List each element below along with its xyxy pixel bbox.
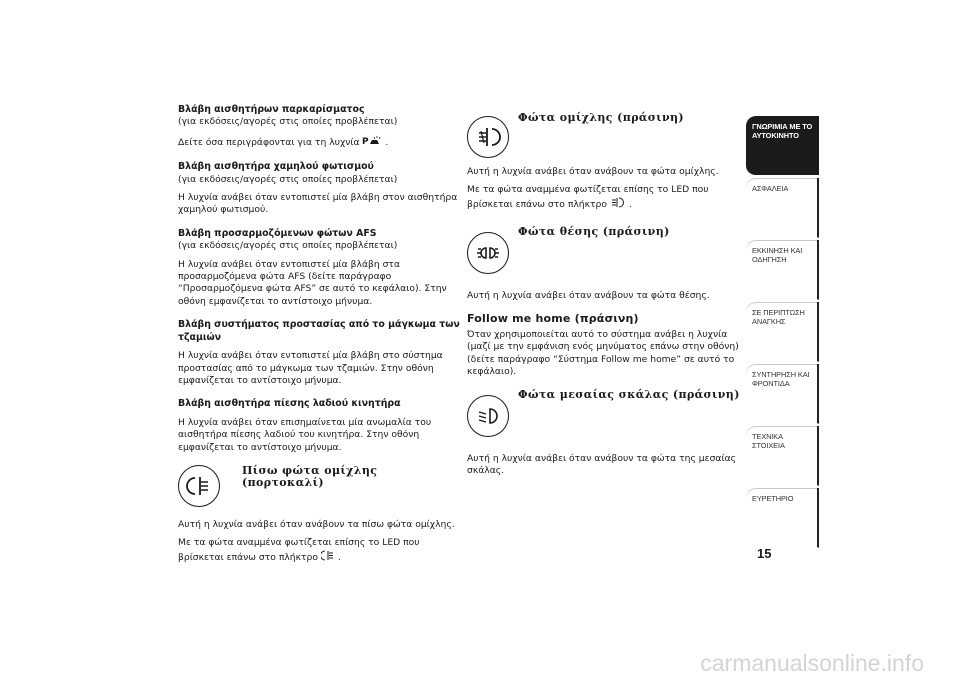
section-title: Φώτα θέσης (πράσινη) bbox=[518, 225, 670, 239]
watermark: carmanualsonline.info bbox=[700, 650, 924, 676]
fog-section-header bbox=[467, 108, 742, 156]
front-fog-button-icon bbox=[610, 197, 626, 212]
block-title: Βλάβη συστήματος προστασίας από το μάγκωμα των τζαμιών bbox=[178, 319, 460, 343]
svg-text:P: P bbox=[362, 136, 370, 146]
section-text-inline: Με τα φώτα αναμμένα φωτίζεται επίσης το LED που βρίσκεται επάνω στο πλήκτρο bbox=[178, 537, 420, 563]
block-body: Η λυχνία ανάβει όταν εντοπιστεί μία βλάβη στον αισθητήρα χαμηλού φωτισμού. bbox=[178, 192, 458, 216]
section-text: Αυτή η λυχνία ανάβει όταν ανάβουν τα φώτα ομίχλης. bbox=[467, 166, 719, 177]
section-text: Αυτή η λυχνία ανάβει όταν ανάβουν τα φώτα της μεσαίας σκάλας. bbox=[467, 452, 737, 477]
chapter-tabs bbox=[746, 116, 819, 550]
light-sensor-fault-block bbox=[178, 161, 463, 217]
anti-pinch-fault-block bbox=[178, 319, 463, 387]
section-title: Φώτα ομίχλης (πράσινη) bbox=[518, 111, 685, 124]
front-fog-light-icon bbox=[467, 116, 509, 158]
section-title: Φώτα μεσαίας σκάλας (πράσινη) bbox=[518, 387, 740, 401]
block-body: Η λυχνία ανάβει όταν εντοπιστεί μία βλάβη στο σύστημα προστασίας από το μάγκωμα των τζαμιών. Στην οθόνη εμφανίζεται το αντίστοιχο μήνυμα. bbox=[178, 350, 443, 386]
dipped-beam-section-header bbox=[467, 385, 742, 441]
right-column bbox=[467, 108, 742, 477]
block-body: Η λυχνία ανάβει όταν εντοπιστεί μία βλάβη στα προσαρμοζόμενα φώτα AFS (δείτε παράγραφο “Προσαρμοζόμενα φώτα AFS” σε αυτό το κεφάλαιο). Στην οθόνη εμφανίζεται το αντίστοιχο μήνυμα. bbox=[178, 258, 447, 307]
parking-sensor-fault-block bbox=[178, 104, 463, 150]
section-text: Αυτή η λυχνία ανάβει όταν ανάβουν τα φώτα θέσης. bbox=[467, 290, 710, 302]
tab-starting-driving[interactable]: ΕΚΚΙΝΗΣΗ ΚΑΙ ΟΔΗΓΗΣΗ bbox=[746, 240, 819, 300]
parking-sensor-icon bbox=[362, 135, 382, 150]
block-body: Η λυχνία ανάβει όταν επισημαίνεται μία ανωμαλία του αισθητήρα πίεσης λαδιού του κινητήρα. Στην οθόνη εμφανίζεται το αντίστοιχο μήνυμα. bbox=[178, 416, 432, 453]
section-text-inline: Με τα φώτα αναμμένα φωτίζεται επίσης το LED που βρίσκεται επάνω στο πλήκτρο bbox=[467, 184, 709, 211]
rear-fog-section-header bbox=[178, 465, 463, 519]
position-section-header bbox=[467, 220, 742, 278]
dipped-beam-icon bbox=[467, 395, 509, 437]
section-text: Αυτή η λυχνία ανάβει όταν ανάβουν τα πίσω φώτα ομίχλης. bbox=[178, 518, 455, 530]
rear-fog-button-icon bbox=[321, 550, 335, 565]
block-body: Δείτε όσα περιγράφονται για τη λυχνία P . bbox=[178, 135, 463, 150]
rear-fog-light-icon bbox=[178, 465, 220, 507]
oil-sensor-fault-block bbox=[178, 398, 463, 454]
page-number: 15 bbox=[757, 546, 772, 561]
block-subtitle: (για εκδόσεις/αγορές στις οποίες προβλέπεται) bbox=[178, 116, 398, 128]
block-title: Βλάβη αισθητήρων παρκαρίσματος bbox=[178, 104, 365, 115]
tab-index[interactable]: ΕΥΡΕΤΗΡΙΟ bbox=[746, 488, 819, 548]
tab-safety[interactable]: ΑΣΦΑΛΕΙΑ bbox=[746, 178, 819, 238]
section-text: Όταν χρησιμοποιείται αυτό το σύστημα ανάβει η λυχνία (μαζί με την εμφάνιση ενός μηνύματος επάνω στην οθόνη) (δείτε παράγραφο “Σύστημα Follow me home” σε αυτό το κεφάλαιο). bbox=[467, 329, 739, 378]
section-text: Με τα φώτα αναμμένα φωτίζεται επίσης το LED που βρίσκεται επάνω στο πλήκτρο . bbox=[467, 184, 742, 212]
position-light-icon bbox=[467, 232, 509, 274]
tab-emergency[interactable]: ΣΕ ΠΕΡΙΠΤΩΣΗ ΑΝΑΓΚΗΣ bbox=[746, 302, 819, 362]
tab-getting-to-know[interactable]: ΓΝΩΡΙΜΙΑ ΜΕ ΤΟ ΑΥΤΟΚΙΝΗΤΟ bbox=[746, 116, 819, 176]
block-subtitle: (για εκδόσεις/αγορές στις οποίες προβλέπεται) bbox=[178, 173, 398, 185]
section-text: Με τα φώτα αναμμένα φωτίζεται επίσης το LED που βρίσκεται επάνω στο πλήκτρο . bbox=[178, 537, 463, 565]
block-title: Βλάβη αισθητήρα χαμηλού φωτισμού bbox=[178, 161, 374, 173]
afs-fault-block bbox=[178, 228, 463, 308]
block-body-text: Δείτε όσα περιγράφονται για τη λυχνία bbox=[178, 137, 360, 149]
follow-me-home-section bbox=[467, 313, 742, 379]
section-title: Follow me home (πράσινη) bbox=[467, 311, 639, 325]
block-title: Βλάβη αισθητήρα πίεσης λαδιού κινητήρα bbox=[178, 398, 401, 410]
tab-technical-data[interactable]: ΤΕΧΝΙΚΑ ΣΤΟΙΧΕΙΑ bbox=[746, 426, 819, 486]
section-title: Πίσω φώτα ομίχλης (πορτοκαλί) bbox=[242, 463, 378, 490]
block-title: Βλάβη προσαρμοζόμενων φώτων AFS bbox=[178, 227, 377, 239]
tab-maintenance[interactable]: ΣΥΝΤΗΡΗΣΗ ΚΑΙ ΦΡΟΝΤΙΔΑ bbox=[746, 364, 819, 424]
block-subtitle: (για εκδόσεις/αγορές στις οποίες προβλέπεται) bbox=[178, 240, 398, 252]
left-column bbox=[178, 104, 463, 565]
